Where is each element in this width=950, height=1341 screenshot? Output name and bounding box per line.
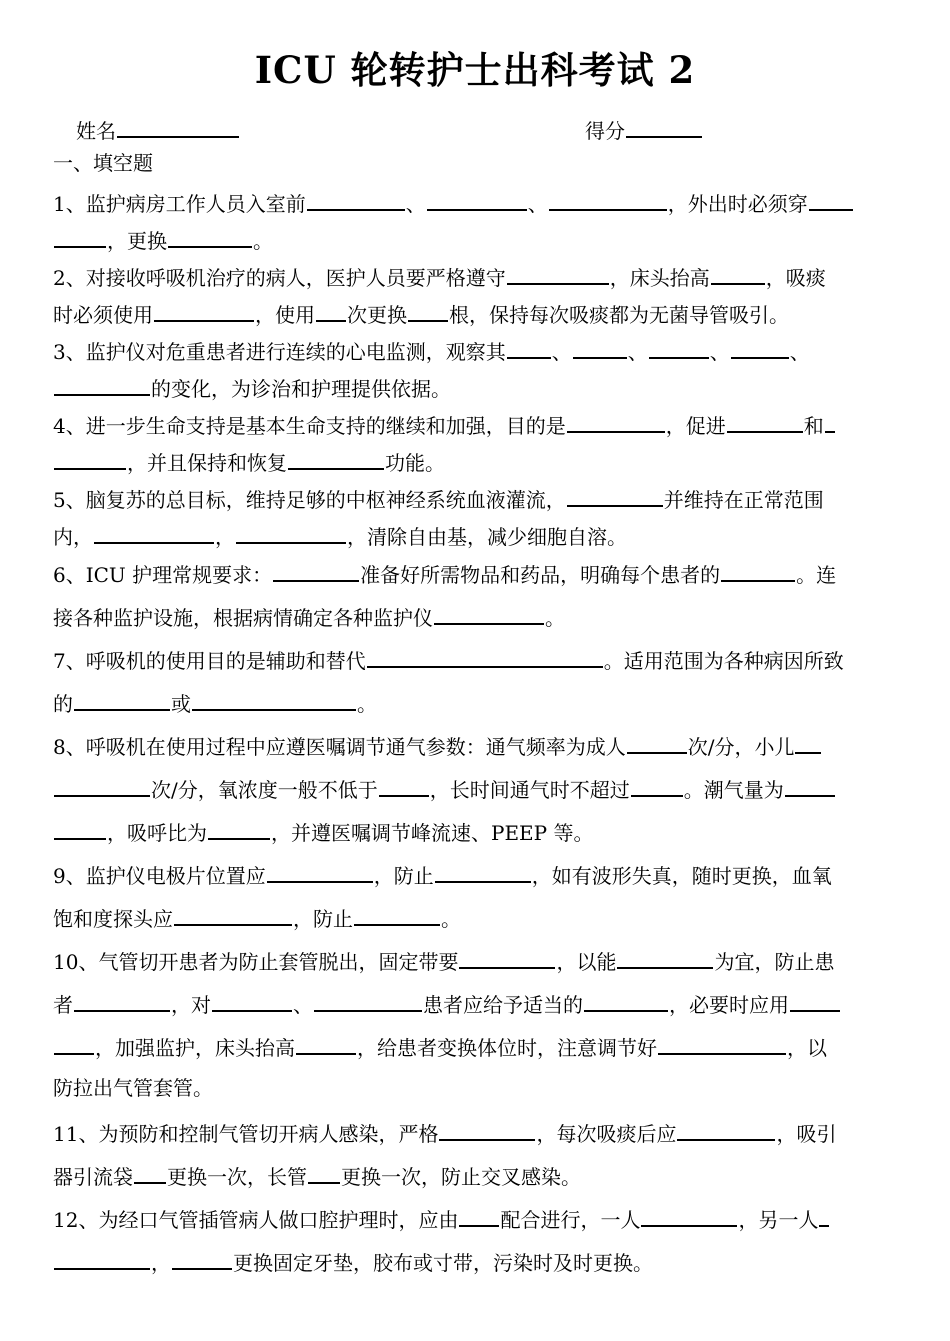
question-text: ，使用	[255, 303, 315, 327]
question-text: 次/分，小儿	[687, 735, 795, 759]
question-line	[53, 189, 898, 216]
answer-blank[interactable]	[795, 732, 821, 754]
question-text: 器引流袋	[53, 1165, 133, 1189]
question-text: 、	[405, 192, 426, 216]
answer-blank[interactable]	[584, 990, 668, 1012]
question-line	[53, 485, 898, 512]
page-title: ICU 轮转护士出科考试 2	[254, 48, 696, 92]
question-text: 为宜，防止患	[714, 950, 835, 974]
answer-blank[interactable]	[168, 226, 252, 248]
question-line	[53, 732, 898, 759]
answer-blank[interactable]	[727, 411, 803, 433]
question-text: 更换固定牙垫，胶布或寸带，污染时及时更换。	[233, 1251, 653, 1275]
question-text: ，吸痰	[765, 266, 826, 290]
question-line	[53, 1205, 898, 1232]
question-line	[53, 689, 898, 716]
question-line	[53, 1076, 898, 1100]
question-text: ，床头抬高	[609, 266, 710, 290]
question-text: 7、呼吸机的使用目的是辅助和替代	[53, 649, 366, 673]
answer-blank[interactable]	[273, 560, 359, 582]
answer-blank[interactable]	[567, 411, 665, 433]
question-text: ，以能	[556, 950, 617, 974]
question-text: ，以	[787, 1036, 827, 1060]
answer-blank[interactable]	[54, 1248, 150, 1270]
answer-blank[interactable]	[74, 689, 170, 711]
answer-blank[interactable]	[549, 189, 667, 211]
question-text: 、	[551, 340, 572, 364]
question-text: 8、呼吸机在使用过程中应遵医嘱调节通气参数：通气频率为成人	[53, 735, 626, 759]
answer-blank[interactable]	[54, 374, 150, 396]
answer-blank[interactable]	[649, 337, 709, 359]
answer-blank[interactable]	[154, 300, 254, 322]
question-text: ，另一人	[738, 1208, 819, 1232]
answer-blank[interactable]	[507, 337, 551, 359]
answer-blank[interactable]	[54, 818, 106, 840]
answer-blank[interactable]	[367, 646, 603, 668]
answer-blank[interactable]	[74, 990, 170, 1012]
answer-blank[interactable]	[427, 189, 527, 211]
answer-blank[interactable]	[627, 732, 687, 754]
answer-blank[interactable]	[54, 775, 150, 797]
question-text: ，对	[171, 993, 211, 1017]
score-field	[585, 114, 703, 143]
question-text: 饱和度探头应	[53, 907, 173, 931]
question-text: 时必须使用	[53, 303, 153, 327]
answer-blank[interactable]	[825, 411, 835, 433]
answer-blank[interactable]	[434, 603, 544, 625]
answer-blank[interactable]	[54, 226, 106, 248]
answer-blank[interactable]	[439, 1119, 535, 1141]
question-text: 、	[293, 993, 313, 1017]
question-line	[53, 522, 898, 549]
question-text: ，	[151, 1251, 171, 1275]
question-text: 。	[357, 692, 377, 716]
name-label: 姓名	[76, 119, 116, 143]
question-text: ，防止	[373, 864, 434, 888]
answer-blank[interactable]	[192, 689, 356, 711]
answer-blank[interactable]	[296, 1033, 356, 1055]
question-text: 和	[803, 414, 824, 438]
question-line	[53, 1119, 898, 1146]
question-text: 或	[171, 692, 191, 716]
question-text: 5、脑复苏的总目标，维持足够的中枢神经系统血液灌流，	[53, 488, 566, 512]
question-text: 防拉出气管套管。	[53, 1076, 213, 1100]
question-line	[53, 818, 898, 845]
answer-blank[interactable]	[408, 300, 448, 322]
question-text: 9、监护仪电极片位置应	[53, 864, 266, 888]
name-blank	[117, 114, 239, 138]
question-line	[53, 300, 898, 327]
question-line	[53, 226, 898, 253]
question-text: 并维持在正常范围	[663, 488, 824, 512]
answer-blank[interactable]	[631, 775, 683, 797]
question-text: ，吸呼比为	[107, 821, 207, 845]
question-text: ，并遵医嘱调节峰流速、PEEP 等。	[271, 821, 594, 845]
question-text: ，促进	[665, 414, 726, 438]
answer-blank[interactable]	[567, 485, 663, 507]
answer-blank[interactable]	[507, 263, 609, 285]
answer-blank[interactable]	[94, 522, 214, 544]
question-text: ，长时间通气时不超过	[429, 778, 630, 802]
question-text: 的	[53, 692, 73, 716]
answer-blank[interactable]	[785, 775, 835, 797]
question-text: ，给患者变换体位时，注意调节好	[357, 1036, 657, 1060]
question-text: 。连	[796, 563, 837, 587]
question-text: 内，	[53, 525, 93, 549]
question-text: 12、为经口气管插管病人做口腔护理时，应由	[53, 1208, 459, 1232]
score-blank	[626, 114, 702, 138]
question-text: 。	[545, 606, 565, 630]
question-line	[53, 560, 898, 587]
answer-blank[interactable]	[54, 1033, 94, 1055]
name-field	[76, 114, 240, 143]
answer-blank[interactable]	[212, 990, 292, 1012]
question-text: ，吸引	[776, 1122, 837, 1146]
question-line	[53, 603, 898, 630]
answer-blank[interactable]	[617, 947, 713, 969]
answer-blank[interactable]	[288, 448, 384, 470]
answer-blank[interactable]	[354, 904, 440, 926]
answer-blank[interactable]	[731, 337, 789, 359]
section-title: 一、填空题	[53, 151, 153, 175]
question-text: ，每次吸痰后应	[536, 1122, 677, 1146]
question-text: ，	[215, 525, 235, 549]
question-text: ，加强监护，床头抬高	[95, 1036, 295, 1060]
question-text: 根，保持每次吸痰都为无菌导管吸引。	[449, 303, 789, 327]
question-line	[53, 411, 898, 438]
question-line	[53, 337, 898, 364]
question-text: 更换一次，长管	[167, 1165, 307, 1189]
question-text: ，清除自由基，减少细胞自溶。	[347, 525, 627, 549]
question-line	[53, 775, 898, 802]
answer-blank[interactable]	[208, 818, 270, 840]
question-text: ，防止	[293, 907, 353, 931]
question-text: 更换一次，防止交叉感染。	[341, 1165, 581, 1189]
question-text: 者	[53, 993, 73, 1017]
answer-blank[interactable]	[307, 189, 405, 211]
question-text: 。	[253, 229, 273, 253]
section-heading	[53, 151, 898, 175]
answer-blank[interactable]	[435, 861, 531, 883]
answer-blank[interactable]	[459, 947, 555, 969]
question-text: ，并且保持和恢复	[127, 451, 287, 475]
question-text: 功能。	[385, 451, 445, 475]
score-label: 得分	[585, 119, 625, 143]
question-text: 、	[527, 192, 548, 216]
question-text: 配合进行，一人	[500, 1208, 641, 1232]
question-line	[53, 1162, 898, 1189]
answer-blank[interactable]	[236, 522, 346, 544]
question-text: 患者应给予适当的	[423, 993, 583, 1017]
question-text: 3、监护仪对危重患者进行连续的心电监测，观察其	[53, 340, 506, 364]
answer-blank[interactable]	[459, 1205, 499, 1227]
question-text: 2、对接收呼吸机治疗的病人，医护人员要严格遵守	[53, 266, 506, 290]
answer-blank[interactable]	[711, 263, 765, 285]
answer-blank[interactable]	[316, 300, 346, 322]
question-text: 次/分，氧浓度一般不低于	[151, 778, 378, 802]
answer-blank[interactable]	[172, 1248, 232, 1270]
question-text: 。潮气量为	[683, 778, 784, 802]
question-text: 、	[709, 340, 730, 364]
answer-blank[interactable]	[658, 1033, 786, 1055]
question-text: 6、ICU 护理常规要求：	[53, 563, 273, 587]
question-line	[53, 646, 898, 673]
question-text: 。适用范围为各种病因所致	[603, 649, 844, 673]
answer-blank[interactable]	[379, 775, 429, 797]
answer-blank[interactable]	[809, 189, 853, 211]
question-line	[53, 904, 898, 931]
answer-blank[interactable]	[267, 861, 373, 883]
question-text: 1、监护病房工作人员入室前	[53, 192, 306, 216]
question-line	[53, 374, 898, 401]
question-line	[53, 263, 898, 290]
question-text: 10、气管切开患者为防止套管脱出，固定带要	[53, 950, 459, 974]
question-text: ，外出时必须穿	[667, 192, 808, 216]
question-text: ，如有波形失真，随时更换，血氧	[531, 864, 832, 888]
answer-blank[interactable]	[641, 1205, 737, 1227]
answer-blank[interactable]	[174, 904, 292, 926]
question-text: 、	[789, 340, 810, 364]
answer-blank[interactable]	[134, 1162, 166, 1184]
question-text: 11、为预防和控制气管切开病人感染，严格	[53, 1122, 439, 1146]
answer-blank[interactable]	[314, 990, 422, 1012]
answer-blank[interactable]	[819, 1205, 829, 1227]
question-text: 准备好所需物品和药品，明确每个患者的	[360, 563, 721, 587]
answer-blank[interactable]	[573, 337, 627, 359]
answer-blank[interactable]	[790, 990, 840, 1012]
question-text: 的变化，为诊治和护理提供依据。	[151, 377, 451, 401]
question-line	[53, 990, 898, 1017]
question-text: ，更换	[107, 229, 167, 253]
question-line	[53, 861, 898, 888]
question-line	[53, 1248, 898, 1275]
question-line	[53, 947, 898, 974]
answer-blank[interactable]	[54, 448, 126, 470]
question-line	[53, 448, 898, 475]
answer-blank[interactable]	[308, 1162, 340, 1184]
question-text: 4、进一步生命支持是基本生命支持的继续和加强，目的是	[53, 414, 566, 438]
question-text: ，必要时应用	[669, 993, 789, 1017]
question-text: 。	[441, 907, 461, 931]
question-text: 次更换	[347, 303, 407, 327]
answer-blank[interactable]	[721, 560, 795, 582]
question-text: 、	[627, 340, 648, 364]
question-line	[53, 1033, 898, 1060]
answer-blank[interactable]	[677, 1119, 775, 1141]
question-text: 接各种监护设施，根据病情确定各种监护仪	[53, 606, 433, 630]
